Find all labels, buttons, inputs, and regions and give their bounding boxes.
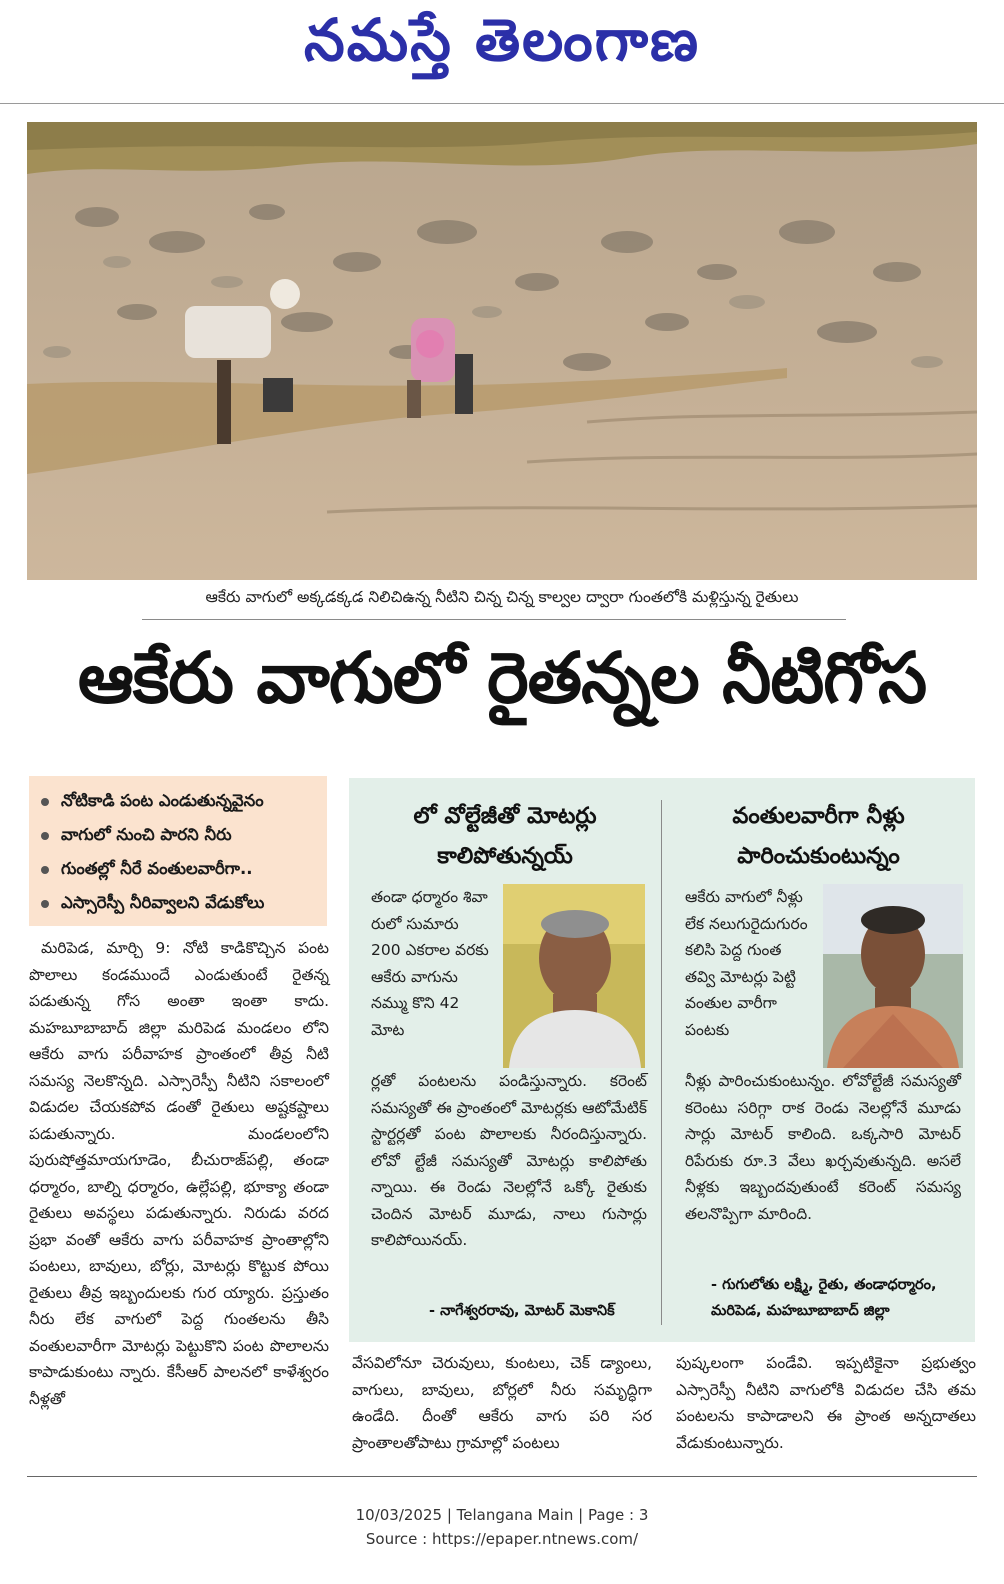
bullet-icon <box>41 900 49 908</box>
highlight-item: ఎస్సారెస్పీ నీరివ్వాలని వేడుకోలు <box>41 886 321 920</box>
mechanic-portrait <box>503 884 645 1068</box>
continuation-middle: వేసవిలోనూ చెరువులు, కుంటలు, చెక్ డ్యాంలు, వాగులు, బావులు, బోర్లలో నీరు సమృద్ధిగా ఉండేది. దీంతో ఆకేరు వాగు పరి సర ప్రాంతాలతోపాటు గ్రామాల్లో పంటలు <box>352 1354 652 1452</box>
farmer-portrait <box>823 884 963 1068</box>
quotes-sidebar <box>349 778 975 1342</box>
mechanic-photo <box>503 884 645 1068</box>
right-box-text-bottom: నీళ్లు పారించుకుంటున్నం. లోవోల్టేజీ సమస్యతో కరెంటు సరిగ్గా రాక రెండు నెలల్లోనే మూడు సార్లు మోటర్ కాలింది. ఒక్కసారి మోటర్ రిపేరుకు రూ.3 వేలు ఖర్చవుతున్నది. అసలే నీళ్లకు ఇబ్బందవుతుంటే కరెంట్ సమస్య తలనొప్పిగా మారింది. <box>685 1072 961 1223</box>
sidebar-divider <box>661 800 662 1325</box>
bullet-icon <box>41 832 49 840</box>
right-box-attribution-1: - గుగులోతు లక్ష్మి, రైతు, తండాధర్మారం, <box>711 1277 937 1293</box>
main-article-text: మరిపెడ, మార్చి 9: నోటి కాడికొచ్చిన పంట పొలాలు కండముందే ఎండుతుంటే రైతన్న పడుతున్న గోస అంతా ఇంతా కాదు. మహబూబాబాద్ జిల్లా మరిపెడ మండలం లోని ఆకేరు వాగు పరీవాహక ప్రాంతంలో తీవ్ర నీటి సమస్య నెలకొన్నది. ఎస్సారెస్పీ నీటిని సకాలంలో విడుదల చేయకపోవ డంతో రైతులు అష్టకష్టాలు పడుతున్నారు. మండలంలోని పురుషోత్తమాయగూడెం, బీచురాజ్‌పల్లి, తండా ధర్మారం, బాల్ని ధర్మారం, ఉల్లేపల్లి, భూక్యా తండా రైతులు అవస్థలు పడుతున్నారు. నిరుడు వరద ప్రభా వంతో ఆకేరు వాగు పరీవాహక ప్రాంతాల్లోని పంటలు, బావులు, బోర్లు, మోటర్లు కొట్టుక పోయి రైతులు తీవ్ర ఇబ్బందులకు గుర య్యారు. ప్రస్తుతం నీరు లేక వాగులో పెద్ద గుంతలను తీసి వంతులవారీగా మోటర్లు పెట్టుకొని పంట పొలాలను కాపాడుకుంటు న్నారు. కేసీఆర్ పాలనలో కాళేశ్వరం నీళ్లతో <box>29 939 329 1408</box>
footer-divider <box>27 1476 977 1477</box>
left-box-title: లో వోల్టేజీతో మోటర్లు కాలిపోతున్నయ్ <box>413 803 597 869</box>
highlights-box <box>29 776 327 926</box>
caption-divider <box>142 619 846 620</box>
highlight-item: వాగులో నుంచి పారని నీరు <box>41 818 321 852</box>
masthead <box>0 0 1004 104</box>
left-box-text-top: తండా ధర్మారం శివా రులో సుమారు 200 ఎకరాల వరకు ఆకేరు వాగును నమ్ము కొని 42 మోట <box>371 888 489 1039</box>
footer-edition: 10/03/2025 | Telangana Main | Page : 3 <box>355 1506 649 1524</box>
headline: ఆకేరు వాగులో రైతన్నల నీటిగోస <box>77 637 927 719</box>
riverbed-farmers-image <box>27 122 977 580</box>
farmer-photo <box>823 884 963 1068</box>
right-box-title: వంతులవారీగా నీళ్లు పారించుకుంటున్నం <box>732 803 905 869</box>
highlight-item: గుంతల్లో నీరే వంతులవారీగా.. <box>41 852 321 886</box>
right-box-text-top: ఆకేరు వాగులో నీళ్లు లేక నలుగురైదుగురం కలిసి పెద్ద గుంత తవ్వి మోటర్లు పెట్టి వంతుల వారీగా పంటకు <box>685 888 808 1039</box>
right-box-attribution-2: మరిపెడ, మహబూబాబాద్ జిల్లా <box>711 1303 890 1319</box>
main-article <box>29 935 329 1412</box>
left-box-text-bottom: ర్లతో పంటలను పండిస్తున్నారు. కరెంట్ సమస్యతో ఈ ప్రాంతంలో మోటర్లకు ఆటోమేటిక్ స్టార్టర్లతో పంట పొలాలకు నీరందిస్తున్నారు. లోవో ల్టేజీ సమస్యతో మోటర్లు కాలిపోతు న్నాయి. ఈ రెండు నెలల్లోనే ఒక్కో రైతుకు చెందిన మోటర్ మూడు, నాలు గుసార్లు కాలిపోయినయ్. <box>371 1072 647 1249</box>
bullet-icon <box>41 866 49 874</box>
continuation-right: పుష్కలంగా పండేవి. ఇప్పటికైనా ప్రభుత్వం ఎస్సారెస్పీ నీటిని వాగులోకి విడుదల చేసి తమ పంటలను కాపాడాలని ఈ ప్రాంత అన్నదాతలు వేడుకుంటున్నారు. <box>676 1354 976 1452</box>
lead-photo <box>27 122 977 580</box>
footer-source: Source : https://epaper.ntnews.com/ <box>365 1530 639 1548</box>
masthead-divider <box>0 103 1004 104</box>
highlight-item: నోటికాడి పంట ఎండుతున్నవైనం <box>41 784 321 818</box>
masthead-logo: నమస్తే తెలంగాణ <box>304 6 700 74</box>
bullet-icon <box>41 798 49 806</box>
left-box-attribution: - నాగేశ్వరరావు, మోటర్ మెకానిక్ <box>429 1303 615 1319</box>
photo-caption: ఆకేరు వాగులో అక్కడక్కడ నిలిచిఉన్న నీటిని చిన్న చిన్న కాల్వల ద్వారా గుంతలోకి మళ్లిస్తున్న రైతులు <box>205 588 799 606</box>
